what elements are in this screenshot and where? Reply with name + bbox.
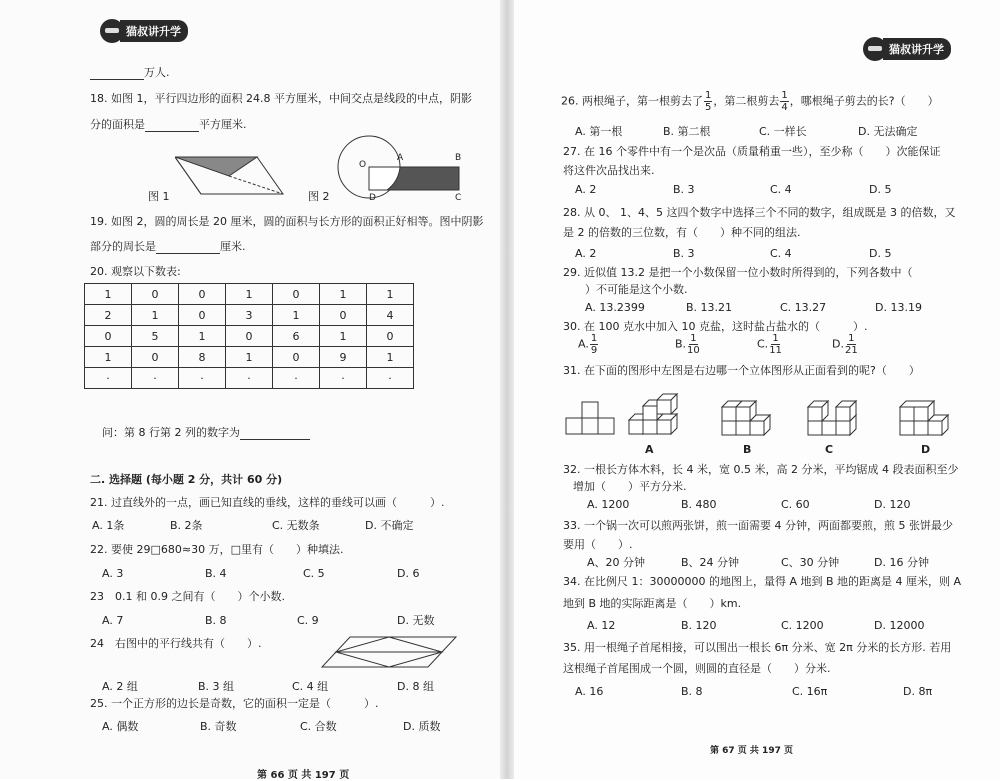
q22-option-b: B. 4 [205, 567, 227, 580]
q32-line2: 增加（ ）平方分米. [573, 480, 687, 493]
table-row [85, 305, 414, 326]
q20-number-table [84, 283, 414, 389]
figure-2-caption: 图 2 [308, 190, 330, 203]
cat-mascot-icon [100, 19, 124, 43]
q28-option-a: A. 2 [575, 247, 597, 260]
cat-mascot-icon [863, 37, 887, 61]
table-cell: · [226, 368, 273, 389]
q27-line1: 27. 在 16 个零件中有一个是次品（质量稍重一些），至少称（ ）次能保证 [563, 145, 941, 158]
q34-option-a: A. 12 [587, 619, 616, 632]
q19-line1: 19. 如图 2，圆的周长是 20 厘米，圆的面积与长方形的面积正好相等。图中阴影 [90, 215, 484, 228]
q27-option-d: D. 5 [869, 183, 892, 196]
q22-option-d: D. 6 [397, 567, 420, 580]
label-d: D [369, 193, 376, 203]
q26-option-d: D. 无法确定 [858, 125, 918, 138]
q31-label-c: C [825, 443, 834, 456]
q32-option-d: D. 120 [874, 498, 911, 511]
q29-option-a: A. 13.2399 [585, 301, 645, 314]
q27-line2: 将这件次品找出来. [563, 164, 655, 177]
q33-option-b: B、24 分钟 [681, 556, 740, 569]
q20-title: 20. 观察以下数表: [90, 265, 181, 278]
q35-option-b: B. 8 [681, 685, 703, 698]
table-cell: · [320, 368, 367, 389]
q32-option-a: A. 1200 [587, 498, 630, 511]
table-cell: 1 [179, 326, 226, 347]
q23-option-a: A. 7 [102, 614, 124, 627]
q19-line2: 部分的周长是 厘米. [90, 240, 246, 253]
table-row [85, 326, 414, 347]
section-2-heading: 二. 选择题 (每小题 2 分，共计 60 分) [90, 473, 283, 486]
table-cell: 0 [179, 284, 226, 305]
table-cell: 0 [273, 284, 320, 305]
q24-figure-parallelogram [320, 633, 460, 673]
label-o: O [359, 160, 367, 170]
table-cell: 4 [367, 305, 414, 326]
answer-blank [145, 120, 199, 132]
q33-option-c: C、30 分钟 [781, 556, 840, 569]
q26-option-b: B. 第二根 [663, 125, 711, 138]
q20-question: 问：第 8 行第 2 列的数字为 [102, 426, 310, 440]
table-cell: 2 [85, 305, 132, 326]
q29-line1: 29. 近似值 13.2 是把一个小数保留一位小数时所得到的，下列各数中（ [563, 266, 913, 279]
table-cell: 0 [226, 326, 273, 347]
q29-option-b: B. 13.21 [686, 301, 733, 314]
label-b: B [455, 153, 462, 163]
q32-line1: 32. 一根长方体木料，长 4 米，宽 0.5 米，高 2 分米，平均锯成 4 段表面积至少 [563, 463, 959, 476]
table-cell: 1 [226, 284, 273, 305]
q35-option-d: D. 8π [903, 685, 933, 698]
q28-line2: 是 2 的倍数的三位数，有（ ）种不同的组法. [563, 226, 801, 239]
q18-line2: 分的面积是 平方厘米. [90, 118, 247, 131]
table-cell: · [367, 368, 414, 389]
q23-option-c: C. 9 [297, 614, 319, 627]
table-cell: 1 [273, 305, 320, 326]
q35-line2: 这根绳子首尾围成一个圆，则圆的直径是（ ）分米. [563, 662, 831, 675]
q30-option-b: B. $\frac{1}{10}$ [675, 333, 700, 356]
table-cell: · [273, 368, 320, 389]
q21-stem: 21. 过直线外的一点，画已知直线的垂线，这样的垂线可以画（ ）. [90, 496, 445, 509]
table-row [85, 347, 414, 368]
q21-option-b: B. 2条 [170, 519, 203, 532]
q34-line1: 34. 在比例尺 1：30000000 的地图上，量得 A 地到 B 地的距离是 4 厘米，则 A [563, 575, 962, 588]
table-cell: 1 [320, 326, 367, 347]
q25-option-b: B. 奇数 [200, 720, 237, 733]
book-gutter [500, 0, 514, 779]
q24-stem: 24 右图中的平行线共有（ ）. [90, 637, 262, 650]
table-cell: 0 [179, 305, 226, 326]
q28-option-d: D. 5 [869, 247, 892, 260]
q17-tail: 万人. [90, 66, 170, 80]
figure-1-parallelogram [175, 150, 285, 198]
q25-option-a: A. 偶数 [102, 720, 139, 733]
table-cell: 0 [132, 347, 179, 368]
q22-stem: 22. 要使 29□680≈30 万，□里有（ ）种填法. [90, 543, 344, 556]
q21-option-a: A. 1条 [92, 519, 125, 532]
q31-solid-c [806, 393, 872, 443]
table-cell: · [179, 368, 226, 389]
q21-option-d: D. 不确定 [365, 519, 414, 532]
q27-option-c: C. 4 [770, 183, 792, 196]
q31-solid-b [720, 395, 784, 443]
table-cell: 1 [85, 347, 132, 368]
q31-solid-d [898, 395, 954, 443]
q31-stem: 31. 在下面的图形中左图是右边哪一个立体图形从正面看到的呢?（ ） [563, 364, 920, 377]
fraction-1-5: $\frac{1}{5}$ [705, 90, 712, 113]
q29-line2: ）不可能是这个小数. [585, 283, 688, 296]
q28-option-c: C. 4 [770, 247, 792, 260]
q23-stem: 23 0.1 和 0.9 之间有（ ）个小数. [90, 590, 285, 603]
table-cell: 9 [320, 347, 367, 368]
q31-label-b: B [743, 443, 752, 456]
right-page-footer: 第 67 页 共 197 页 [710, 746, 793, 756]
table-cell: 6 [273, 326, 320, 347]
q30-stem: 30. 在 100 克水中加入 10 克盐，这时盐占盐水的（ ）. [563, 320, 868, 333]
table-cell: · [132, 368, 179, 389]
table-row [85, 368, 414, 389]
q27-option-a: A. 2 [575, 183, 597, 196]
table-cell: 1 [132, 305, 179, 326]
q34-option-b: B. 120 [681, 619, 717, 632]
table-cell: 0 [85, 326, 132, 347]
table-cell: · [85, 368, 132, 389]
q33-line2: 要用（ ）. [563, 538, 633, 551]
table-cell: 1 [226, 347, 273, 368]
q22-option-c: C. 5 [303, 567, 325, 580]
brand-logo-text: 猫叔讲升学 [120, 20, 188, 42]
left-page-footer: 第 66 页 共 197 页 [257, 770, 350, 781]
q33-option-d: D. 16 分钟 [874, 556, 929, 569]
q31-label-d: D [921, 443, 931, 456]
fraction-1-4: $\frac{1}{4}$ [781, 90, 788, 113]
q22-option-a: A. 3 [102, 567, 124, 580]
brand-logo-left [100, 18, 188, 44]
q24-option-b: B. 3 组 [198, 680, 235, 693]
q26-stem: 26. 两根绳子，第一根剪去了 $\frac{1}{5}$ ，第二根剪去 $\frac{1}{4}$ ，哪根绳子剪去的长?（ ） [561, 90, 939, 113]
q29-option-c: C. 13.27 [780, 301, 827, 314]
q21-option-c: C. 无数条 [272, 519, 320, 532]
q35-option-c: C. 16π [792, 685, 828, 698]
figure-2-circle-rectangle [335, 135, 465, 205]
label-c: C [455, 193, 462, 203]
q28-option-b: B. 3 [673, 247, 695, 260]
q24-option-a: A. 2 组 [102, 680, 138, 693]
q35-option-a: A. 16 [575, 685, 604, 698]
figure-1-caption: 图 1 [148, 190, 170, 203]
q26-option-a: A. 第一根 [575, 125, 623, 138]
q33-line1: 33. 一个锅一次可以煎两张饼，煎一面需要 4 分钟，两面都要煎，煎 5 张饼最少 [563, 519, 953, 532]
q34-option-c: C. 1200 [781, 619, 824, 632]
brand-logo-right [863, 36, 951, 62]
q30-option-a: A. $\frac{1}{9}$ [578, 333, 598, 356]
answer-blank [90, 68, 144, 80]
q24-option-d: D. 8 组 [397, 680, 434, 693]
table-cell: 8 [179, 347, 226, 368]
table-cell: 5 [132, 326, 179, 347]
q31-solid-a [627, 392, 695, 442]
q25-option-c: C. 合数 [300, 720, 337, 733]
table-cell: 1 [85, 284, 132, 305]
q25-stem: 25. 一个正方形的边长是奇数，它的面积一定是（ ）. [90, 697, 379, 710]
table-row [85, 284, 414, 305]
q23-option-b: B. 8 [205, 614, 227, 627]
q32-option-b: B. 480 [681, 498, 717, 511]
q25-option-d: D. 质数 [403, 720, 441, 733]
q26-option-c: C. 一样长 [759, 125, 807, 138]
table-cell: 0 [320, 305, 367, 326]
q34-option-d: D. 12000 [874, 619, 925, 632]
q24-option-c: C. 4 组 [292, 680, 329, 693]
q31-label-a: A [645, 443, 654, 456]
brand-logo-text: 猫叔讲升学 [883, 38, 951, 60]
q33-option-a: A、20 分钟 [587, 556, 646, 569]
q18-line1: 18. 如图 1，平行四边形的面积 24.8 平方厘米，中间交点是线段的中点，阴影 [90, 92, 472, 105]
q30-option-c: C. $\frac{1}{11}$ [757, 333, 782, 356]
answer-blank [156, 242, 220, 254]
q28-line1: 28. 从 0、 1、4、5 这四个数字中选择三个不同的数字，组成既是 3 的倍数，又 [563, 206, 956, 219]
table-cell: 0 [132, 284, 179, 305]
q32-option-c: C. 60 [781, 498, 810, 511]
table-cell: 1 [320, 284, 367, 305]
table-cell: 3 [226, 305, 273, 326]
q30-option-d: D. $\frac{1}{21}$ [832, 333, 858, 356]
label-a: A [397, 153, 404, 163]
q27-option-b: B. 3 [673, 183, 695, 196]
q35-line1: 35. 用一根绳子首尾相接，可以围出一根长 6π 分米、宽 2π 分米的长方形. 若用 [563, 641, 952, 654]
table-cell: 1 [367, 284, 414, 305]
q31-front-view [565, 398, 617, 438]
q34-line2: 地到 B 地的实际距离是（ ）km. [563, 597, 742, 610]
table-cell: 1 [367, 347, 414, 368]
q23-option-d: D. 无数 [397, 614, 435, 627]
table-cell: 0 [273, 347, 320, 368]
q29-option-d: D. 13.19 [875, 301, 922, 314]
table-cell: 0 [367, 326, 414, 347]
answer-blank [240, 428, 310, 440]
